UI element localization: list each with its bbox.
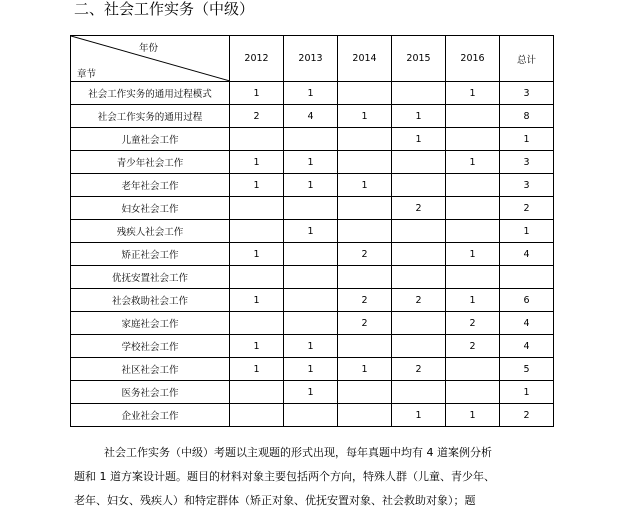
table-row (71, 243, 554, 266)
row-year-cell (446, 358, 500, 381)
row-year-cell (230, 197, 284, 220)
row-total-cell: 4 (500, 243, 554, 266)
table-row (71, 289, 554, 312)
row-total-cell: 3 (500, 151, 554, 174)
row-total-cell: 8 (500, 105, 554, 128)
row-year-cell (392, 151, 446, 174)
row-year-cell: 1 (392, 105, 446, 128)
row-year-cell (284, 289, 338, 312)
row-year-cell (392, 266, 446, 289)
column-header-2015: 2015 (392, 36, 446, 82)
row-chapter-label: 学校社会工作 (71, 335, 230, 358)
table-row (71, 128, 554, 151)
row-chapter-label: 社会工作实务的通用过程模式 (71, 82, 230, 105)
row-year-cell: 1 (230, 358, 284, 381)
row-year-cell (230, 266, 284, 289)
row-year-cell: 1 (284, 381, 338, 404)
row-year-cell (392, 312, 446, 335)
row-year-cell (284, 197, 338, 220)
body-paragraph (74, 441, 554, 513)
table-row (71, 105, 554, 128)
row-chapter-label: 企业社会工作 (71, 404, 230, 427)
row-year-cell (230, 220, 284, 243)
row-year-cell: 1 (284, 220, 338, 243)
table-body (71, 82, 554, 427)
row-year-cell: 1 (446, 404, 500, 427)
row-total-cell: 5 (500, 358, 554, 381)
row-total-cell: 2 (500, 404, 554, 427)
paragraph-line: 社会工作实务（中级）考题以主观题的形式出现，每年真题中均有 4 道案例分析 (104, 446, 492, 459)
row-year-cell (392, 381, 446, 404)
row-year-cell: 2 (338, 289, 392, 312)
row-year-cell: 1 (230, 151, 284, 174)
row-year-cell (392, 174, 446, 197)
row-year-cell (284, 404, 338, 427)
row-year-cell: 1 (230, 174, 284, 197)
column-header-2013: 2013 (284, 36, 338, 82)
corner-header-cell (71, 36, 230, 82)
row-total-cell: 2 (500, 197, 554, 220)
row-year-cell (392, 220, 446, 243)
row-year-cell: 1 (392, 128, 446, 151)
row-year-cell (446, 381, 500, 404)
row-year-cell (446, 174, 500, 197)
row-year-cell: 2 (392, 289, 446, 312)
row-chapter-label: 青少年社会工作 (71, 151, 230, 174)
row-chapter-label: 残疾人社会工作 (71, 220, 230, 243)
row-chapter-label: 老年社会工作 (71, 174, 230, 197)
row-total-cell: 3 (500, 82, 554, 105)
row-year-cell (230, 404, 284, 427)
row-year-cell (392, 82, 446, 105)
row-year-cell (338, 128, 392, 151)
row-chapter-label: 社会工作实务的通用过程 (71, 105, 230, 128)
column-header-2012: 2012 (230, 36, 284, 82)
row-year-cell: 2 (338, 312, 392, 335)
corner-chapter-label: 章节 (77, 69, 97, 80)
row-year-cell: 4 (284, 105, 338, 128)
row-total-cell: 1 (500, 128, 554, 151)
row-year-cell: 2 (446, 312, 500, 335)
table-row (71, 404, 554, 427)
row-chapter-label: 妇女社会工作 (71, 197, 230, 220)
row-year-cell: 1 (230, 335, 284, 358)
corner-year-label: 年份 (139, 43, 159, 54)
row-total-cell: 6 (500, 289, 554, 312)
row-year-cell: 2 (392, 358, 446, 381)
row-year-cell (446, 220, 500, 243)
row-year-cell (446, 197, 500, 220)
row-year-cell: 2 (338, 243, 392, 266)
table-row (71, 312, 554, 335)
row-chapter-label: 优抚安置社会工作 (71, 266, 230, 289)
table-row (71, 335, 554, 358)
row-year-cell: 1 (230, 82, 284, 105)
table-row (71, 82, 554, 105)
row-total-cell: 1 (500, 381, 554, 404)
row-year-cell: 1 (338, 358, 392, 381)
row-year-cell (338, 82, 392, 105)
row-chapter-label: 家庭社会工作 (71, 312, 230, 335)
table-row (71, 266, 554, 289)
row-year-cell: 1 (284, 151, 338, 174)
table-row (71, 220, 554, 243)
paragraph-line: 题和 1 道方案设计题。题目的材料对象主要包括两个方向，特殊人群（儿童、青少年、 (74, 470, 495, 483)
row-year-cell (338, 220, 392, 243)
row-total-cell: 4 (500, 335, 554, 358)
row-year-cell: 1 (284, 358, 338, 381)
row-year-cell: 1 (284, 82, 338, 105)
table-row (71, 358, 554, 381)
row-total-cell: 1 (500, 220, 554, 243)
row-chapter-label: 矫正社会工作 (71, 243, 230, 266)
row-year-cell (284, 266, 338, 289)
row-year-cell (338, 335, 392, 358)
row-year-cell (338, 266, 392, 289)
row-year-cell: 1 (284, 174, 338, 197)
row-year-cell (338, 381, 392, 404)
row-year-cell (392, 335, 446, 358)
row-chapter-label: 社会救助社会工作 (71, 289, 230, 312)
row-year-cell: 1 (284, 335, 338, 358)
row-year-cell (446, 128, 500, 151)
row-year-cell: 1 (446, 151, 500, 174)
header-row (71, 36, 554, 82)
section-heading: 二、社会工作实务（中级） (74, 0, 255, 18)
row-year-cell: 2 (230, 105, 284, 128)
row-year-cell: 1 (446, 289, 500, 312)
row-total-cell: 4 (500, 312, 554, 335)
row-total-cell: 3 (500, 174, 554, 197)
row-year-cell (230, 381, 284, 404)
table-row (71, 197, 554, 220)
row-chapter-label: 儿童社会工作 (71, 128, 230, 151)
row-year-cell (338, 197, 392, 220)
row-year-cell (338, 404, 392, 427)
row-year-cell (446, 105, 500, 128)
row-year-cell: 1 (338, 105, 392, 128)
table-row (71, 174, 554, 197)
row-year-cell: 2 (446, 335, 500, 358)
row-year-cell (284, 243, 338, 266)
row-year-cell (230, 128, 284, 151)
row-year-cell (392, 243, 446, 266)
row-year-cell: 1 (338, 174, 392, 197)
exam-statistics-table (70, 35, 554, 427)
row-year-cell: 1 (230, 289, 284, 312)
row-chapter-label: 医务社会工作 (71, 381, 230, 404)
row-year-cell (446, 266, 500, 289)
row-chapter-label: 社区社会工作 (71, 358, 230, 381)
paragraph-line: 老年、妇女、残疾人）和特定群体（矫正对象、优抚安置对象、社会救助对象）；题 (74, 494, 476, 507)
column-header-2014: 2014 (338, 36, 392, 82)
table-row (71, 381, 554, 404)
row-year-cell: 1 (392, 404, 446, 427)
row-year-cell (284, 128, 338, 151)
table-row (71, 151, 554, 174)
row-year-cell (338, 151, 392, 174)
column-header-total: 总计 (500, 36, 554, 82)
row-year-cell (230, 312, 284, 335)
row-year-cell: 2 (392, 197, 446, 220)
column-header-2016: 2016 (446, 36, 500, 82)
row-total-cell (500, 266, 554, 289)
row-year-cell: 1 (446, 243, 500, 266)
row-year-cell: 1 (230, 243, 284, 266)
row-year-cell (284, 312, 338, 335)
row-year-cell: 1 (446, 82, 500, 105)
